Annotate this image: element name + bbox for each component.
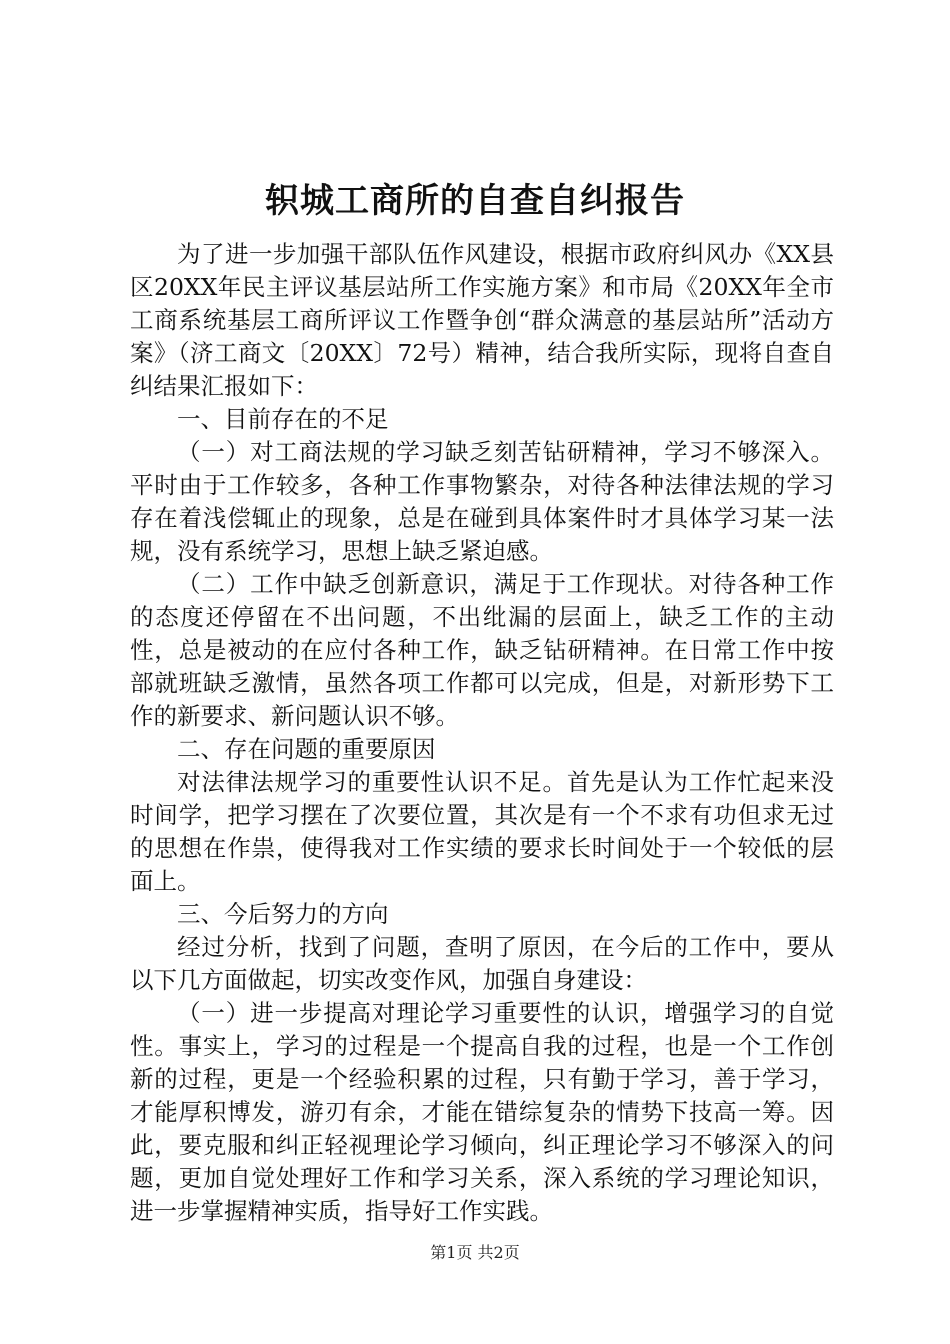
body-paragraph: （一）进一步提高对理论学习重要性的认识，增强学习的自觉性。事实上，学习的过程是一个提高自我的过程，也是一个工作创新的过程，更是一个经验积累的过程，只有勤于学习，善于学习，才能厚积博发，游刃有余，才能在错综复杂的情势下技高一筹。因此，要克服和纠正轻视理论学习倾向，纠正理论学习不够深入的问题，更加自觉处理好工作和学习关系，深入系统的学习理论知识，进一步掌握精神实质，指导好工作实践。	[130, 999, 834, 1225]
section-heading-1: 一、目前存在的不足	[177, 405, 389, 433]
document-title: 轵城工商所的自查自纠报告	[265, 181, 685, 221]
document-body	[130, 238, 834, 1228]
body-paragraph: 经过分析，找到了问题，查明了原因，在今后的工作中，要从以下几方面做起，切实改变作风，加强自身建设：	[130, 933, 834, 994]
body-paragraph: （一）对工商法规的学习缺乏刻苦钻研精神，学习不够深入。平时由于工作较多，各种工作事物繁杂，对待各种法律法规的学习存在着浅偿辄止的现象，总是在碰到具体案件时才具体学习某一法规，没有系统学习，思想上缺乏紧迫感。	[130, 438, 834, 565]
body-paragraph: 对法律法规学习的重要性认识不足。首先是认为工作忙起来没时间学，把学习摆在了次要位置，其次是有一个不求有功但求无过的思想在作祟，使得我对工作实绩的要求长时间处于一个较低的层面上。	[130, 768, 834, 895]
section-heading-3: 三、今后努力的方向	[177, 900, 389, 928]
section-heading-2: 二、存在问题的重要原因	[177, 735, 436, 763]
body-paragraph: （二）工作中缺乏创新意识，满足于工作现状。对待各种工作的态度还停留在不出问题，不出纰漏的层面上，缺乏工作的主动性，总是被动的在应付各种工作，缺乏钻研精神。在日常工作中按部就班缺乏激情，虽然各项工作都可以完成，但是，对新形势下工作的新要求、新问题认识不够。	[130, 570, 834, 730]
page-footer: 第1页 共2页	[430, 1243, 520, 1262]
intro-paragraph: 为了进一步加强干部队伍作风建设，根据市政府纠风办《XX县区20XX年民主评议基层站所工作实施方案》和市局《20XX年全市工商系统基层工商所评议工作暨争创“群众满意的基层站所”活动方案》（济工商文〔20XX〕72号）精神，结合我所实际，现将自查自纠结果汇报如下：	[130, 240, 834, 400]
